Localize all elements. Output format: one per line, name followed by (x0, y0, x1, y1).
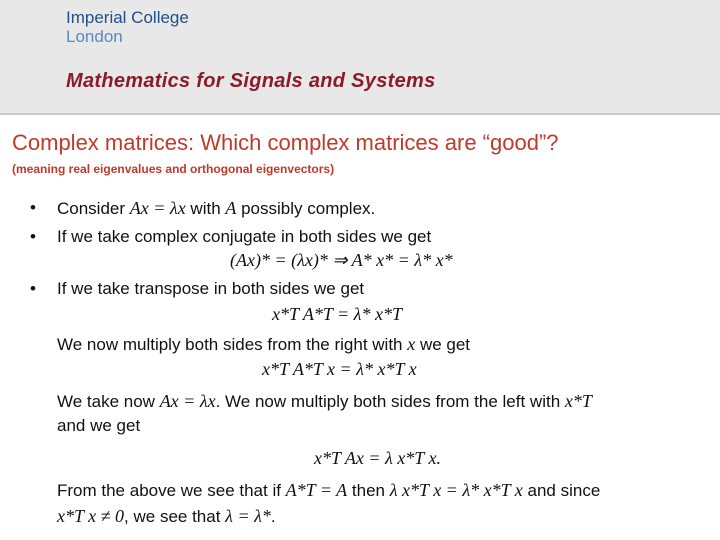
paragraph-2-math-b: x*T (564, 391, 592, 411)
paragraph-2-continued: and we get (57, 416, 141, 435)
imperial-logo (66, 8, 189, 46)
slide-subtitle: (meaning real eigenvalues and orthogonal eigenvectors) (12, 162, 335, 176)
bullet-2-text: If we take complex conjugate in both sides we get (57, 227, 432, 246)
bullet-3-marker: • (30, 279, 36, 298)
paragraph-3-text-a: From the above we see that if (57, 481, 286, 500)
paragraph-3-math-d: λ = λ* (225, 506, 271, 526)
paragraph-3-text-e: . (270, 507, 276, 526)
bullet-1-text-c: possibly complex. (236, 199, 376, 218)
paragraph-1 (57, 334, 470, 355)
bullet-3-equation: x*T A*T = λ* x*T (272, 304, 402, 324)
bullet-1-math-a: Ax = λx (129, 198, 186, 218)
bullet-3-text: If we take transpose in both sides we get (57, 279, 365, 298)
header-bar (0, 0, 720, 115)
paragraph-3-math-c: x*T x ≠ 0 (57, 506, 125, 526)
paragraph-2-math-a: Ax = λx (159, 391, 216, 411)
paragraph-2-equation: x*T Ax = λ x*T x. (314, 448, 441, 468)
slide-title: Complex matrices: Which complex matrices are “good”? (12, 130, 559, 155)
paragraph-2-text-a: We take now (57, 392, 160, 411)
bullet-1-math-b: A (225, 198, 237, 218)
paragraph-1-text-a: We now multiply both sides from the right with (57, 335, 408, 354)
bullet-1 (57, 198, 375, 219)
logo-line2: London (66, 27, 123, 46)
paragraph-2-text-b: . We now multiply both sides from the left with (215, 392, 565, 411)
bullet-1-text-b: with (185, 199, 226, 218)
paragraph-1-math: x (407, 334, 416, 354)
paragraph-3-text-d: , we see that (124, 507, 226, 526)
paragraph-3-math-b: λ x*T x = λ* x*T x (389, 480, 523, 500)
bullet-2-equation: (Ax)* = (λx)* ⇒ A* x* = λ* x* (230, 250, 453, 270)
paragraph-3-text-c: and since (522, 481, 601, 500)
paragraph-1-equation: x*T A*T x = λ* x*T x (262, 359, 417, 379)
paragraph-3-continued (57, 506, 276, 527)
course-title: Mathematics for Signals and Systems (66, 70, 436, 92)
paragraph-1-text-b: we get (415, 335, 471, 354)
paragraph-3-math-a: A*T = A (285, 480, 348, 500)
paragraph-3-text-b: then (347, 481, 390, 500)
paragraph-2 (57, 391, 592, 412)
paragraph-3 (57, 480, 600, 501)
bullet-1-text-a: Consider (57, 199, 130, 218)
logo-line1: Imperial College (66, 8, 189, 27)
bullet-2-marker: • (30, 227, 36, 246)
bullet-1-marker: • (30, 198, 36, 217)
